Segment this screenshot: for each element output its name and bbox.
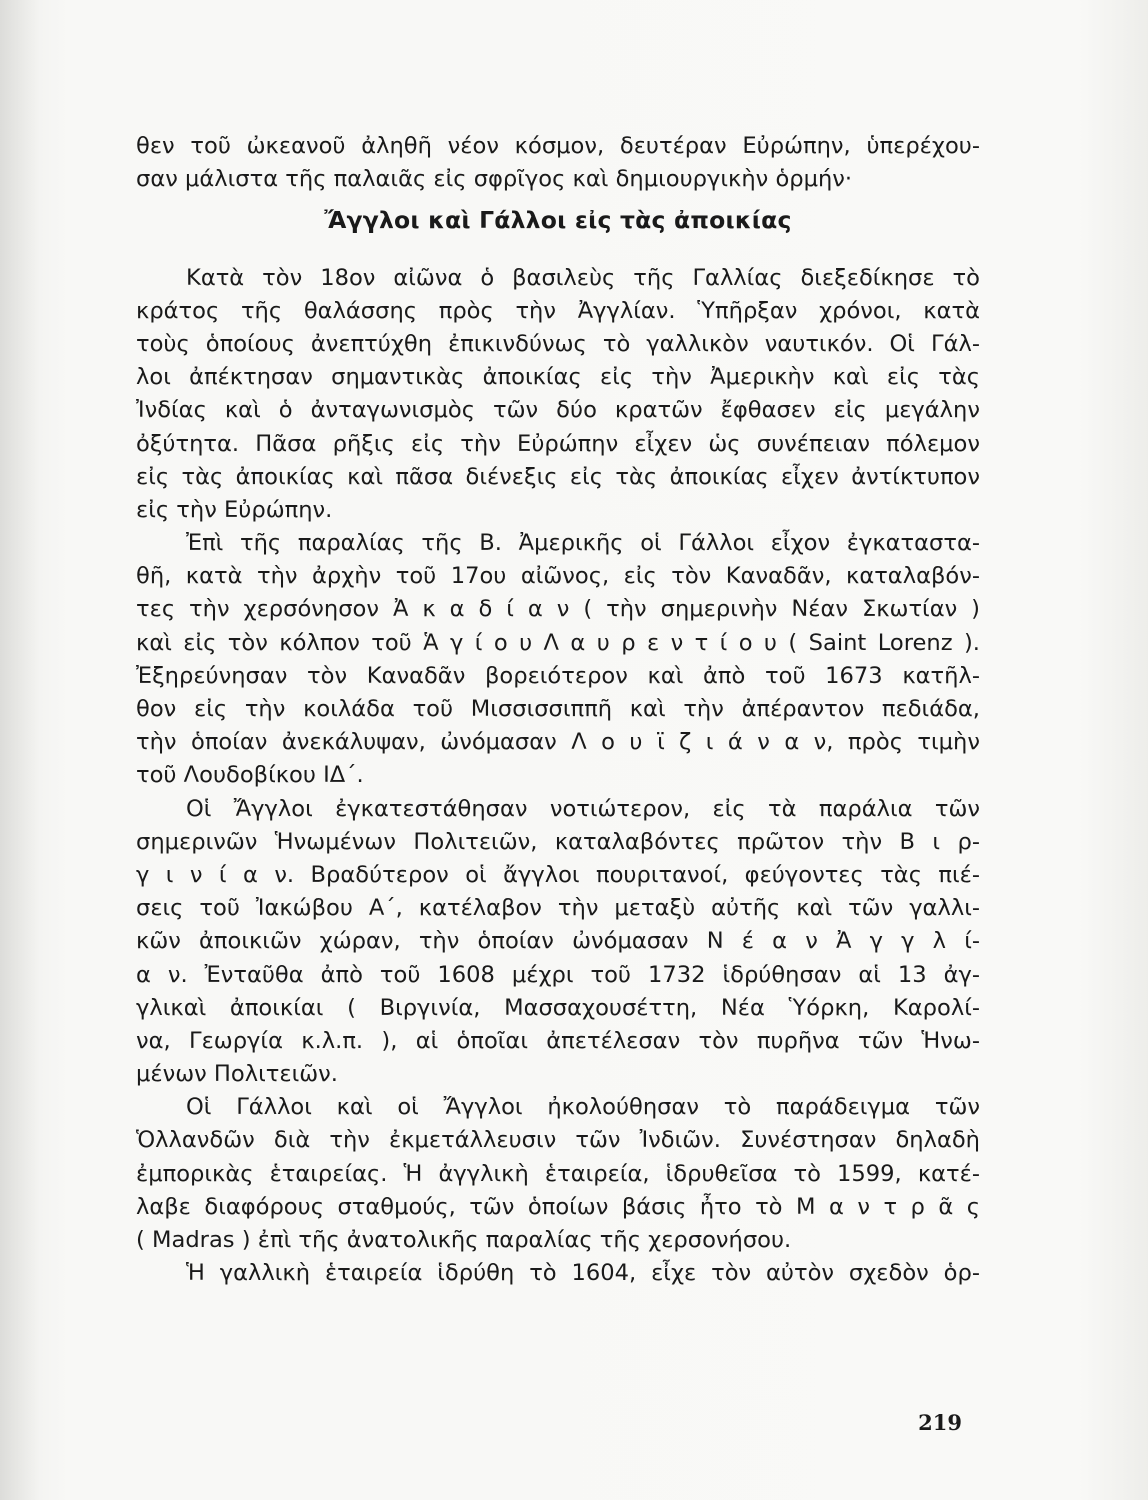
text-line: Κατὰ τὸν 18ον αἰῶνα ὁ βασιλεὺς τῆς Γαλλίας διεξεδίκησε τὸ — [186, 264, 980, 291]
text-line: ἐμπορικὰς ἑταιρείας. Ἡ ἀγγλικὴ ἑταιρεία, ἱδρυθεῖσα τὸ 1599, κατέ- — [136, 1160, 980, 1187]
text-line: λαβε διαφόρους σταθμούς, τῶν ὁποίων βάσις ἦτο τὸ Μ α ν τ ρ ᾶ ς — [136, 1193, 980, 1220]
text-line: σεις τοῦ Ἰακώβου Α΄, κατέλαβον τὴν μεταξὺ αὐτῆς καὶ τῶν γαλλι- — [136, 895, 980, 922]
text-line: σημερινῶν Ἡνωμένων Πολιτειῶν, καταλαβόντες πρῶτον τὴν Β ι ρ- — [136, 828, 980, 855]
text-line: γ ι ν ί α ν. Βραδύτερον οἱ ἄγγλοι πουριτανοί, φεύγοντες τὰς πιέ- — [136, 861, 980, 888]
text-line: τὴν ὁποίαν ἀνεκάλυψαν, ὠνόμασαν Λ ο υ ϊ ζ ι ά ν α ν, πρὸς τιμὴν — [136, 729, 980, 756]
text-line: κῶν ἀποικιῶν χώραν, τὴν ὁποίαν ὠνόμασαν Ν έ α ν Ἀ γ γ λ ί- — [136, 928, 980, 955]
page-text — [136, 130, 980, 1290]
text-line: θον εἰς τὴν κοιλάδα τοῦ Μισσισσιππῆ καὶ τὴν ἀπέραντον πεδιάδα, — [136, 696, 980, 722]
text-line: Ἐπὶ τῆς παραλίας τῆς Β. Ἀμερικῆς οἱ Γάλλοι εἶχον ἐγκαταστα- — [186, 530, 980, 557]
text-line: Ὁλλανδῶν διὰ τὴν ἐκμετάλλευσιν τῶν Ἰνδιῶν. Συνέστησαν δηλαδὴ — [136, 1127, 980, 1154]
text-line: καὶ εἰς τὸν κόλπον τοῦ Ἁ γ ί ο υ Λ α υ ρ ε ν τ ί ο υ ( Saint Lorenz ). — [136, 629, 980, 656]
text-line: Οἱ Ἄγγλοι ἐγκατεστάθησαν νοτιώτερον, εἰς τὰ παράλια τῶν — [186, 795, 980, 822]
text-line: θῆ, κατὰ τὴν ἀρχὴν τοῦ 17ου αἰῶνος, εἰς τὸν Καναδᾶν, καταλαβόν- — [136, 563, 980, 590]
section-heading: Ἄγγλοι καὶ Γάλλοι εἰς τὰς ἀποικίας — [324, 206, 792, 235]
text-line: ὀξύτητα. Πᾶσα ρῆξις εἰς τὴν Εὐρώπην εἶχεν ὡς συνέπειαν πόλεμον — [136, 430, 980, 457]
text-line: τες τὴν χερσόνησον Ἀ κ α δ ί α ν ( τὴν σημερινὴν Νέαν Σκωτίαν ) — [136, 596, 980, 623]
text-line: μένων Πολιτειῶν. — [136, 1061, 338, 1088]
text-line: θεν τοῦ ὠκεανοῦ ἀληθῆ νέον κόσμον, δευτέραν Εὐρώπην, ὑπερέχου- — [136, 133, 980, 159]
text-line: ( Madras ) ἐπὶ τῆς ἀνατολικῆς παραλίας τῆς χερσονήσου. — [136, 1227, 792, 1253]
text-line: Ἰνδίας καὶ ὁ ἀνταγωνισμὸς τῶν δύο κρατῶν ἔφθασεν εἰς μεγάλην — [136, 397, 980, 424]
text-line: τοὺς ὁποίους ἀνεπτύχθη ἐπικινδύνως τὸ γαλλικὸν ναυτικόν. Οἱ Γάλ- — [136, 330, 980, 357]
text-line: λοι ἀπέκτησαν σημαντικὰς ἀποικίας εἰς τὴν Ἀμερικὴν καὶ εἰς τὰς — [136, 364, 980, 391]
page-number: 219 — [918, 1410, 962, 1435]
text-line: εἰς τὴν Εὐρώπην. — [136, 496, 333, 523]
text-line: Οἱ Γάλλοι καὶ οἱ Ἄγγλοι ἠκολούθησαν τὸ παράδειγμα τῶν — [186, 1094, 980, 1121]
text-line: α ν. Ἐνταῦθα ἀπὸ τοῦ 1608 μέχρι τοῦ 1732 ἱδρύθησαν αἱ 13 ἀγ- — [136, 961, 980, 988]
text-line: να, Γεωργία κ.λ.π. ), αἱ ὁποῖαι ἀπετέλεσαν τὸν πυρῆνα τῶν Ἡνω- — [136, 1027, 980, 1054]
text-line: τοῦ Λουδοβίκου ΙΔ΄. — [136, 762, 364, 789]
text-line: κράτος τῆς θαλάσσης πρὸς τὴν Ἀγγλίαν. Ὑπῆρξαν χρόνοι, κατὰ — [136, 297, 980, 324]
text-line: γλικαὶ ἀποικίαι ( Βιργινία, Μασσαχουσέττη, Νέα Ὑόρκη, Καρολί- — [136, 994, 980, 1021]
text-line: Ἡ γαλλικὴ ἑταιρεία ἱδρύθη τὸ 1604, εἶχε τὸν αὐτὸν σχεδὸν ὁρ- — [186, 1260, 980, 1287]
text-line: εἰς τὰς ἀποικίας καὶ πᾶσα διένεξις εἰς τὰς ἀποικίας εἶχεν ἀντίκτυπον — [136, 463, 980, 490]
text-line: σαν μάλιστα τῆς παλαιᾶς εἰς σφρῖγος καὶ δημιουργικὴν ὁρμήν· — [136, 166, 853, 193]
text-line: Ἐξηρεύνησαν τὸν Καναδᾶν βορειότερον καὶ ἀπὸ τοῦ 1673 κατῆλ- — [136, 662, 980, 689]
